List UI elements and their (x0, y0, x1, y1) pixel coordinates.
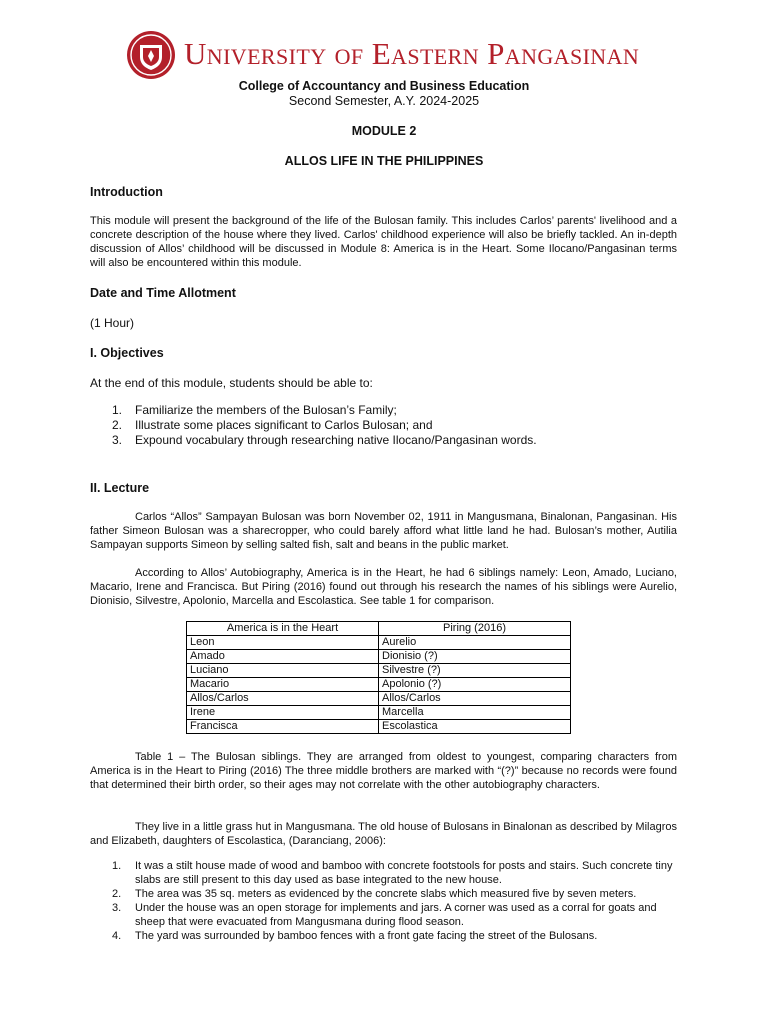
table-header: America is in the Heart (187, 622, 379, 636)
list-item: 2. The area was 35 sq. meters as evidenced by the concrete slabs which measured five by seven meters. (112, 888, 637, 900)
list-item: 1. It was a stilt house made of wood and bamboo with concrete footstools for posts and stairs. Such concrete tiny slabs are still present to this day used as base integrated to the new house. (112, 860, 673, 886)
table-row: Allos/Carlos Allos/Carlos (187, 692, 571, 706)
module-number: MODULE 2 (351, 124, 417, 138)
table-header: Piring (2016) (379, 622, 571, 636)
lecture-paragraph-1: Carlos “Allos” Sampayan Bulosan was born November 02, 1911 in Mangusmana, Binalonan, Pangasinan. His father Simeon Bulosan was a sharecropper, who could barely afford what little land he had. Bulosan’s mother, Autilia Sampayan supports Simeon by selling salted fish, salt and beans in the public market. (90, 511, 677, 551)
objectives-heading: I. Objectives (90, 346, 164, 360)
table-caption: Table 1 – The Bulosan siblings. They are arranged from oldest to youngest, comparing characters from America is in the Heart to Piring (2016) The three middle brothers are marked with “(?)” because no records were found that determined their birth order, so their ages may not correlate with the other autobiography characters. (90, 751, 677, 791)
table-row: Luciano Silvestre (?) (187, 664, 571, 678)
list-item: 1. Familiarize the members of the Bulosan’s Family; (112, 403, 397, 417)
objectives-intro: At the end of this module, students should be able to: (90, 376, 373, 390)
house-description-list (112, 859, 677, 943)
table-row: Leon Aurelio (187, 636, 571, 650)
lecture-heading: II. Lecture (90, 481, 150, 495)
university-header (124, 28, 640, 82)
list-item: 3. Under the house was an open storage for implements and jars. A corner was used as a corral for goats and sheep that were evacuated from Mangusmana during flood season. (112, 902, 657, 928)
objectives-list (112, 403, 537, 448)
table-row: Amado Dionisio (?) (187, 650, 571, 664)
lecture-paragraph-2: According to Allos’ Autobiography, America is in the Heart, he had 6 siblings namely: Leon, Amado, Luciano, Macario, Irene and Francisca. But Piring (2016) found out through his research the names of his siblings were Aurelio, Dionisio, Silvestre, Apolonio, Marcella and Escolastica. See table 1 for comparison. (90, 567, 677, 607)
lecture-paragraph-3: They live in a little grass hut in Mangusmana. The old house of Bulosans in Binalonan as described by Milagros and Elizabeth, daughters of Escolastica, (Daranciang, 2006): (90, 821, 677, 847)
list-item: 3. Expound vocabulary through researching native Ilocano/Pangasinan words. (112, 433, 537, 447)
introduction-text: This module will present the background of the life of the Bulosan family. This includes Carlos’ parents' livelihood and a concrete description of the house where they lived. Carlos' childhood experience will also be briefly tackled. An in-depth discussion of Allos’ childhood will be discussed in Module 8: America is in the Heart. Some Ilocano/Pangasinan terms will also be encountered within this module. (90, 215, 677, 269)
table-header-row (187, 622, 571, 636)
introduction-heading: Introduction (90, 185, 163, 199)
list-item: 2. Illustrate some places significant to Carlos Bulosan; and (112, 418, 433, 432)
list-item: 4. The yard was surrounded by bamboo fences with a front gate facing the street of the Bulosans. (112, 930, 598, 942)
table-row: Irene Marcella (187, 706, 571, 720)
university-seal-icon (126, 30, 176, 80)
semester-label: Second Semester, A.Y. 2024-2025 (288, 94, 480, 108)
table-row: Francisca Escolastica (187, 720, 571, 734)
allotment-heading: Date and Time Allotment (90, 286, 236, 300)
university-name: University of Eastern Pangasinan (184, 36, 640, 71)
table-row: Macario Apolonio (?) (187, 678, 571, 692)
allotment-value: (1 Hour) (90, 316, 135, 330)
module-title: ALLOS LIFE IN THE PHILIPPINES (284, 154, 484, 168)
college-name: College of Accountancy and Business Education (238, 79, 530, 93)
siblings-table (186, 621, 571, 734)
